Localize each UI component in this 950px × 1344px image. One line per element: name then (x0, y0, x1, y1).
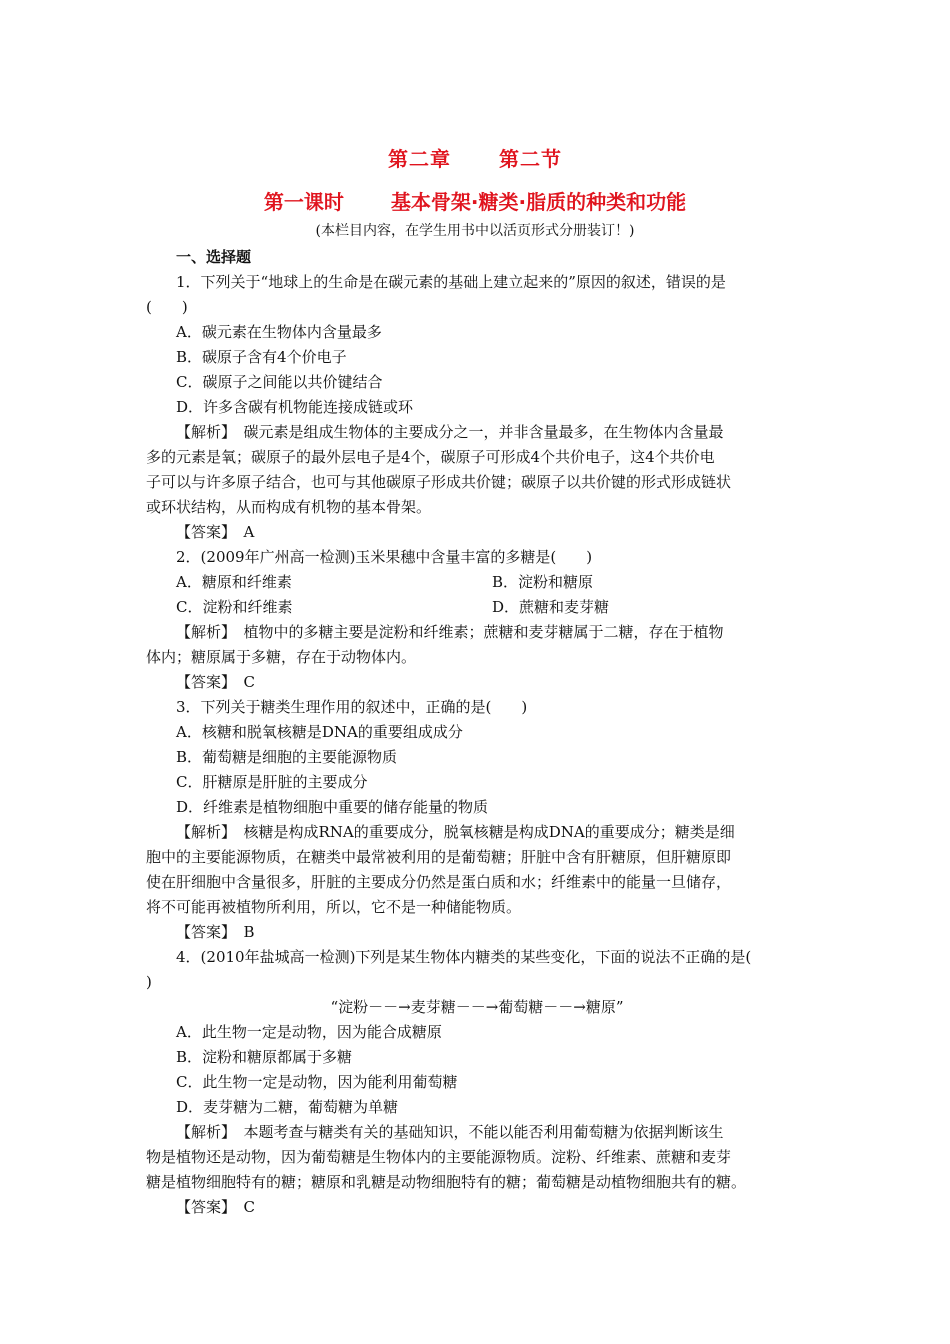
q1-stem-cont: ( ) (146, 298, 188, 316)
q2-stem: 2．(2009年广州高一检测)玉米果穗中含量丰富的多糖是( ) (176, 548, 593, 566)
q3-analysis-line: 将不可能再被植物所利用，所以，它不是一种储能物质。 (146, 898, 522, 916)
q4-option-d: D．麦芽糖为二糖，葡萄糖为单糖 (176, 1098, 399, 1116)
q2-analysis-line: 体内；糖原属于多糖，存在于动物体内。 (146, 648, 417, 666)
q3-analysis-line: 【解析】 核糖是构成RNA的重要成分，脱氧核糖是构成DNA的重要成分；糖类是细 (176, 823, 735, 841)
binding-note: (本栏目内容，在学生用书中以活页形式分册装订！) (315, 223, 635, 239)
q1-option-c: C．碳原子之间能以共价键结合 (176, 373, 383, 391)
q4-analysis-line: 糖是植物细胞特有的糖；糖原和乳糖是动物细胞特有的糖；葡萄糖是动植物细胞共有的糖。 (146, 1173, 747, 1191)
q4-stem: 4．(2010年盐城高一检测)下列是某生物体内糖类的某些变化，下面的说法不正确的是( (176, 948, 752, 966)
lesson-label: 第一课时 (263, 190, 344, 214)
q3-answer: 【答案】 B (176, 923, 255, 941)
q3-option-c: C．肝糖原是肝脏的主要成分 (176, 773, 368, 791)
q3-option-b: B．葡萄糖是细胞的主要能源物质 (176, 748, 398, 766)
topic-label: 基本骨架·糖类·脂质的种类和功能 (390, 190, 687, 214)
q4-option-b: B．淀粉和糖原都属于多糖 (176, 1048, 353, 1066)
q1-option-d: D．许多含碳有机物能连接成链或环 (176, 398, 414, 416)
q2-options-row (146, 595, 808, 620)
chapter-title (0, 143, 950, 172)
q1-option-b: B．碳原子含有4个价电子 (176, 348, 347, 366)
q1-stem: 1．下列关于“地球上的生命是在碳元素的基础上建立起来的”原因的叙述，错误的是 (176, 273, 726, 291)
q4-analysis-line: 物是植物还是动物，因为葡萄糖是生物体内的主要能源物质。淀粉、纤维素、蔗糖和麦芽 (146, 1148, 732, 1166)
q1-analysis-line: 子可以与许多原子结合，也可与其他碳原子形成共价键；碳原子以共价键的形式形成链状 (146, 473, 732, 491)
q3-analysis-line: 胞中的主要能源物质，在糖类中最常被利用的是葡萄糖；肝脏中含有肝糖原，但肝糖原即 (146, 848, 732, 866)
q2-option-d: D．蔗糖和麦芽糖 (492, 598, 610, 616)
document-body (146, 245, 808, 1220)
section-label: 第二节 (498, 147, 562, 171)
q1-analysis-line: 或环状结构，从而构成有机物的基本骨架。 (146, 498, 432, 516)
q1-analysis-line: 多的元素是氧；碳原子的最外层电子是4个，碳原子可形成4个共价电子，这4个共价电 (146, 448, 715, 466)
q2-analysis-line: 【解析】 植物中的多糖主要是淀粉和纤维素；蔗糖和麦芽糖属于二糖，存在于植物 (176, 623, 724, 641)
part-title: 一、选择题 (176, 248, 252, 266)
q1-analysis-line: 【解析】 碳元素是组成生物体的主要成分之一，并非含量最多，在生物体内含量最 (176, 423, 724, 441)
q2-option-b: B．淀粉和糖原 (492, 573, 594, 591)
chapter-label: 第二章 (388, 147, 452, 171)
q1-option-a: A．碳元素在生物体内含量最多 (176, 323, 382, 341)
q4-option-a: A．此生物一定是动物，因为能合成糖原 (176, 1023, 442, 1041)
q4-option-c: C．此生物一定是动物，因为能利用葡萄糖 (176, 1073, 458, 1091)
q2-answer: 【答案】 C (176, 673, 255, 691)
q3-option-a: A．核糖和脱氧核糖是DNA的重要组成成分 (176, 723, 463, 741)
q3-stem: 3．下列关于糖类生理作用的叙述中，正确的是( ) (176, 698, 528, 716)
q1-answer: 【答案】 A (176, 523, 255, 541)
q3-option-d: D．纤维素是植物细胞中重要的储存能量的物质 (176, 798, 489, 816)
lesson-title (0, 186, 950, 215)
q4-analysis-line: 【解析】 本题考查与糖类有关的基础知识，不能以能否利用葡萄糖为依据判断该生 (176, 1123, 724, 1141)
q2-option-a: A．糖原和纤维素 (176, 573, 292, 591)
q3-analysis-line: 使在肝细胞中含量很多，肝脏的主要成分仍然是蛋白质和水；纤维素中的能量一旦储存， (146, 873, 732, 891)
q4-stem-cont: ) (146, 973, 152, 991)
q2-options-row (146, 570, 808, 595)
q4-answer: 【答案】 C (176, 1198, 255, 1216)
q2-option-c: C．淀粉和纤维素 (176, 598, 293, 616)
q4-formula: “淀粉－－→麦芽糖－－→葡萄糖－－→糖原” (330, 998, 624, 1016)
